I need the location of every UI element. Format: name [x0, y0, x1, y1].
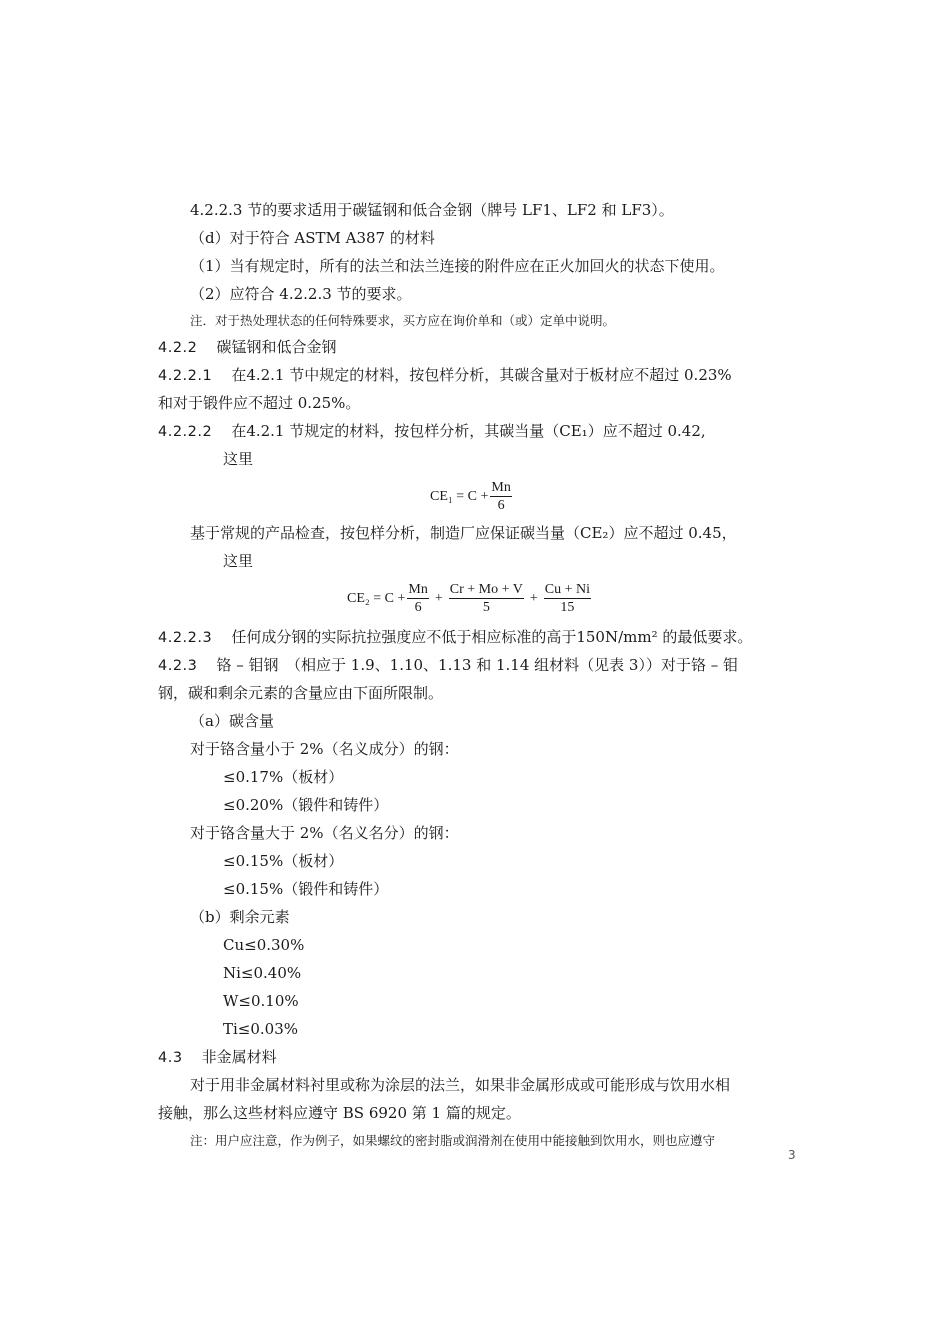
- fraction-mn-6: [490, 480, 511, 514]
- section-text: 铬 – 钼钢 （相应于 1.9、1.10、1.13 和 1.14 组材料（见表 3））对于铬 – 钼: [216, 656, 738, 674]
- section-4-2-3: [158, 655, 738, 676]
- clause-number: 4.2.2.2: [158, 424, 213, 440]
- note-heat-treatment: 注．对于热处理状态的任何特殊要求，买方应在询价单和（或）定单中说明。: [190, 313, 616, 328]
- residual-ni: Ni≤0.40%: [223, 964, 302, 982]
- denominator: 6: [497, 498, 505, 513]
- section-number: 4.3: [158, 1050, 183, 1066]
- section-4-2-3-cont: 钢，碳和剩余元素的含量应由下面所限制。: [158, 684, 444, 702]
- plus-sign: +: [434, 591, 443, 606]
- residual-cu: Cu≤0.30%: [223, 936, 305, 954]
- clause-text: 在4.2.1 节中规定的材料，按包样分析，其碳含量对于板材应不超过 0.23%: [231, 366, 732, 384]
- para-applicability: 4.2.2.3 节的要求适用于碳锰钢和低合金钢（牌号 LF1、LF2 和 LF3）。: [190, 201, 674, 219]
- numerator: Cu + Ni: [544, 582, 591, 597]
- formula-ce1: [430, 480, 514, 514]
- numerator: Cr + Mo + V: [449, 582, 523, 597]
- item-d: （d）对于符合 ASTM A387 的材料: [190, 229, 435, 247]
- carbon-low-cr: 对于铬含量小于 2%（名义成分）的钢：: [190, 740, 459, 758]
- formula-lhs: CE₁ = C +: [430, 489, 489, 504]
- fraction-cu-ni-15: [544, 582, 591, 616]
- denominator: 6: [414, 600, 422, 615]
- section-title: 碳锰钢和低合金钢: [216, 338, 337, 356]
- item-b-residual: （b）剩余元素: [190, 908, 290, 926]
- residual-w: W≤0.10%: [223, 992, 299, 1010]
- section-number: 4.2.3: [158, 658, 198, 674]
- para-4-2-2-1-cont: 和对于锻件应不超过 0.25%。: [158, 394, 361, 412]
- section-title: 非金属材料: [201, 1048, 277, 1066]
- section-4-2-2-heading: [158, 337, 337, 358]
- item-a-carbon: （a）碳含量: [190, 712, 274, 730]
- carbon-high-cr-plate: ≤0.15%（板材）: [223, 852, 344, 870]
- clause-number: 4.2.2.3: [158, 630, 213, 646]
- page-number: 3: [788, 1148, 796, 1162]
- carbon-low-cr-forging: ≤0.20%（锻件和铸件）: [223, 796, 389, 814]
- denominator: 15: [560, 600, 575, 615]
- formula-lhs: CE₂ = C +: [347, 591, 406, 606]
- numerator: Mn: [491, 480, 511, 495]
- where-label-2: 这里: [223, 552, 254, 570]
- denominator: 5: [482, 600, 490, 615]
- note-potable-water: 注：用户应注意，作为例子，如果螺纹的密封脂或润滑剂在使用中能接触到饮用水，则也应遵守: [190, 1133, 716, 1148]
- clause-number: 4.2.2.1: [158, 368, 213, 384]
- plus-sign: +: [529, 591, 538, 606]
- section-4-3-heading: [158, 1047, 277, 1068]
- where-label-1: 这里: [223, 450, 254, 468]
- carbon-high-cr: 对于铬含量大于 2%（名义名分）的钢：: [190, 824, 459, 842]
- para-4-3: 对于用非金属材料衬里或称为涂层的法兰，如果非金属形成或可能形成与饮用水相: [190, 1076, 731, 1094]
- residual-ti: Ti≤0.03%: [223, 1020, 299, 1038]
- fraction-cr-mo-v-5: [449, 582, 524, 616]
- para-4-2-2-3: [158, 627, 752, 648]
- numerator: Mn: [408, 582, 428, 597]
- para-product-check: 基于常规的产品检查，按包样分析，制造厂应保证碳当量（CE₂）应不超过 0.45，: [190, 524, 737, 542]
- para-4-2-2-1: [158, 365, 732, 386]
- section-number: 4.2.2: [158, 340, 198, 356]
- carbon-high-cr-forging: ≤0.15%（锻件和铸件）: [223, 880, 389, 898]
- para-4-3-cont: 接触，那么这些材料应遵守 BS 6920 第 1 篇的规定。: [158, 1104, 521, 1122]
- clause-text: 任何成分钢的实际抗拉强度应不低于相应标准的高于150N/mm² 的最低要求。: [231, 628, 753, 646]
- item-d1: （1）当有规定时，所有的法兰和法兰连接的附件应在正火加回火的状态下使用。: [190, 257, 725, 275]
- para-4-2-2-2: [158, 421, 706, 442]
- carbon-low-cr-plate: ≤0.17%（板材）: [223, 768, 344, 786]
- item-d2: （2）应符合 4.2.2.3 节的要求。: [190, 285, 412, 303]
- formula-ce2: [347, 582, 593, 616]
- fraction-mn-6: [407, 582, 428, 616]
- clause-text: 在4.2.1 节规定的材料，按包样分析，其碳当量（CE₁）应不超过 0.42,: [231, 422, 706, 440]
